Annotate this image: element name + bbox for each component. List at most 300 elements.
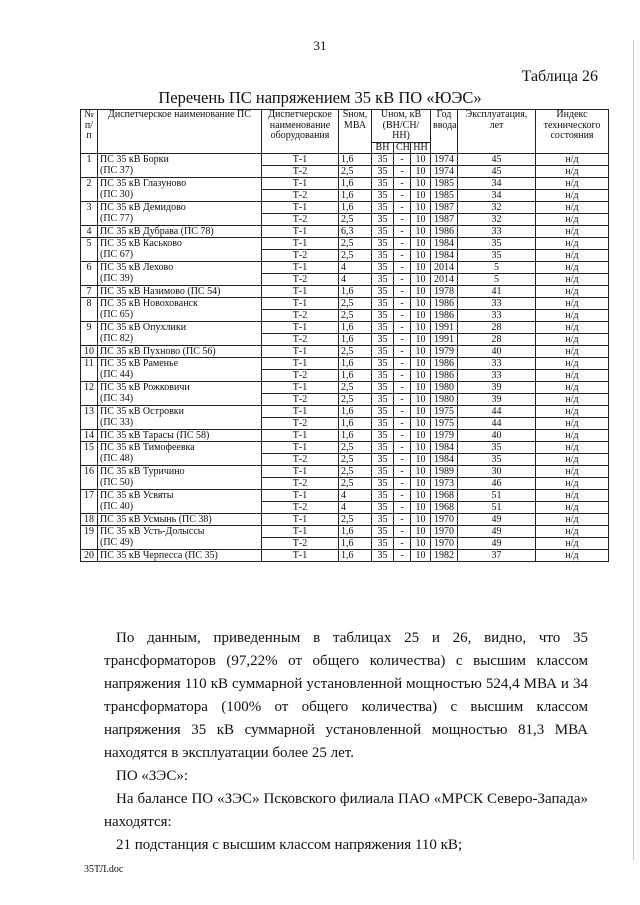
- cell-exploitation: 35: [458, 238, 536, 250]
- cell-equipment: Т-2: [262, 274, 339, 286]
- table-row: [81, 322, 609, 334]
- cell-snom: 1,6: [339, 154, 372, 166]
- cell-num: 2: [81, 178, 98, 202]
- header-equipment: Диспетчерское наименование оборудования: [262, 110, 339, 154]
- paragraph-balance: На балансе ПО «ЗЭС» Псковского филиала ПАО «МРСК Северо-Запада» находятся:: [104, 791, 588, 830]
- header-vn: ВН: [372, 142, 394, 154]
- table-row: [81, 286, 609, 298]
- cell-exploitation: 40: [458, 346, 536, 358]
- cell-nn: 10: [411, 238, 431, 250]
- cell-year: 1986: [431, 226, 458, 238]
- substation-name-line: (ПС 34): [100, 393, 134, 404]
- cell-year: 2014: [431, 262, 458, 274]
- substation-name-line: ПС 35 кВ Тимофеевка: [100, 442, 195, 453]
- cell-year: 1980: [431, 394, 458, 406]
- cell-snom: 1,6: [339, 550, 372, 562]
- cell-vn: 35: [372, 262, 394, 274]
- cell-index: н/д: [536, 526, 609, 538]
- cell-snom: 2,5: [339, 166, 372, 178]
- cell-vn: 35: [372, 502, 394, 514]
- cell-exploitation: 41: [458, 286, 536, 298]
- cell-snom: 1,6: [339, 190, 372, 202]
- substation-name-line: ПС 35 кВ Усмынь (ПС 38): [100, 514, 212, 525]
- cell-sn: -: [394, 298, 411, 310]
- cell-num: 14: [81, 430, 98, 442]
- cell-index: н/д: [536, 178, 609, 190]
- substation-name-line: ПС 35 кВ Глазуново: [100, 178, 187, 189]
- table-row: [81, 526, 609, 538]
- table-row: [81, 154, 609, 166]
- cell-exploitation: 33: [458, 310, 536, 322]
- table-title: Перечень ПС напряжением 35 кВ ПО «ЮЭС»: [158, 88, 482, 107]
- cell-nn: 10: [411, 382, 431, 394]
- cell-sn: -: [394, 202, 411, 214]
- file-name-footer: 35ТЛ.doc: [84, 864, 124, 875]
- cell-equipment: Т-1: [262, 550, 339, 562]
- cell-exploitation: 35: [458, 454, 536, 466]
- cell-num: 11: [81, 358, 98, 382]
- cell-snom: 1,6: [339, 178, 372, 190]
- cell-sn: -: [394, 406, 411, 418]
- cell-snom: 1,6: [339, 526, 372, 538]
- substation-name-line: ПС 35 кВ Дубрава (ПС 78): [100, 226, 214, 237]
- cell-sn: -: [394, 250, 411, 262]
- cell-vn: 35: [372, 238, 394, 250]
- cell-sn: -: [394, 394, 411, 406]
- table-row: [81, 262, 609, 274]
- cell-num: 5: [81, 238, 98, 262]
- cell-nn: 10: [411, 190, 431, 202]
- cell-vn: 35: [372, 154, 394, 166]
- cell-index: н/д: [536, 502, 609, 514]
- cell-equipment: Т-2: [262, 502, 339, 514]
- cell-substation-name: [98, 238, 262, 262]
- cell-nn: 10: [411, 514, 431, 526]
- table-row: [81, 226, 609, 238]
- cell-vn: 35: [372, 214, 394, 226]
- cell-nn: 10: [411, 226, 431, 238]
- cell-substation-name: [98, 526, 262, 550]
- cell-equipment: Т-1: [262, 322, 339, 334]
- cell-snom: 4: [339, 274, 372, 286]
- cell-exploitation: 32: [458, 214, 536, 226]
- cell-equipment: Т-1: [262, 298, 339, 310]
- cell-index: н/д: [536, 418, 609, 430]
- cell-index: н/д: [536, 154, 609, 166]
- substation-name-line: ПС 35 кВ Островки: [100, 406, 185, 417]
- cell-vn: 35: [372, 526, 394, 538]
- cell-equipment: Т-1: [262, 442, 339, 454]
- cell-snom: 1,6: [339, 406, 372, 418]
- cell-vn: 35: [372, 346, 394, 358]
- cell-substation-name: [98, 490, 262, 514]
- table-row: [81, 490, 609, 502]
- cell-equipment: Т-2: [262, 418, 339, 430]
- header-exploitation: Эксплуатация, лет: [458, 110, 536, 154]
- substation-name-line: ПС 35 кВ Пухново (ПС 56): [100, 346, 216, 357]
- cell-year: 1987: [431, 202, 458, 214]
- cell-vn: 35: [372, 286, 394, 298]
- cell-year: 1984: [431, 442, 458, 454]
- cell-exploitation: 39: [458, 382, 536, 394]
- cell-year: 1986: [431, 370, 458, 382]
- cell-year: 1968: [431, 490, 458, 502]
- cell-exploitation: 33: [458, 226, 536, 238]
- cell-index: н/д: [536, 298, 609, 310]
- cell-sn: -: [394, 334, 411, 346]
- cell-sn: -: [394, 382, 411, 394]
- cell-nn: 10: [411, 478, 431, 490]
- cell-vn: 35: [372, 190, 394, 202]
- header-snom: Sном, МВА: [339, 110, 372, 154]
- cell-index: н/д: [536, 442, 609, 454]
- cell-vn: 35: [372, 514, 394, 526]
- cell-vn: 35: [372, 382, 394, 394]
- cell-nn: 10: [411, 202, 431, 214]
- cell-exploitation: 40: [458, 430, 536, 442]
- table-row: [81, 238, 609, 250]
- cell-exploitation: 51: [458, 502, 536, 514]
- cell-vn: 35: [372, 550, 394, 562]
- cell-num: 16: [81, 466, 98, 490]
- cell-vn: 35: [372, 202, 394, 214]
- substation-name-line: ПС 35 кВ Туричино: [100, 466, 185, 477]
- cell-year: 1973: [431, 478, 458, 490]
- cell-vn: 35: [372, 490, 394, 502]
- table-row: [81, 430, 609, 442]
- cell-nn: 10: [411, 358, 431, 370]
- cell-equipment: Т-1: [262, 226, 339, 238]
- cell-sn: -: [394, 190, 411, 202]
- cell-num: 18: [81, 514, 98, 526]
- cell-vn: 35: [372, 430, 394, 442]
- cell-year: 1987: [431, 214, 458, 226]
- table-row: [81, 442, 609, 454]
- cell-exploitation: 51: [458, 490, 536, 502]
- cell-equipment: Т-1: [262, 466, 339, 478]
- cell-equipment: Т-2: [262, 310, 339, 322]
- cell-snom: 2,5: [339, 466, 372, 478]
- substation-name-line: ПС 35 кВ Лехово: [100, 262, 174, 273]
- cell-nn: 10: [411, 166, 431, 178]
- cell-year: 1978: [431, 286, 458, 298]
- cell-nn: 10: [411, 370, 431, 382]
- cell-substation-name: [98, 298, 262, 322]
- cell-equipment: Т-2: [262, 214, 339, 226]
- cell-substation-name: [98, 466, 262, 490]
- cell-equipment: Т-2: [262, 370, 339, 382]
- cell-vn: 35: [372, 334, 394, 346]
- cell-substation-name: [98, 550, 262, 562]
- header-name: Диспетчерское наименование ПС: [98, 110, 262, 154]
- cell-exploitation: 49: [458, 514, 536, 526]
- cell-num: 8: [81, 298, 98, 322]
- cell-snom: 2,5: [339, 382, 372, 394]
- cell-snom: 2,5: [339, 346, 372, 358]
- cell-vn: 35: [372, 298, 394, 310]
- cell-substation-name: [98, 154, 262, 178]
- header-unom: Uном, кВ (ВН/СН/НН): [372, 110, 431, 143]
- substation-name-line: (ПС 82): [100, 333, 134, 344]
- cell-index: н/д: [536, 190, 609, 202]
- cell-vn: 35: [372, 310, 394, 322]
- cell-exploitation: 39: [458, 394, 536, 406]
- cell-sn: -: [394, 418, 411, 430]
- header-sn: СН: [394, 142, 411, 154]
- cell-year: 2014: [431, 274, 458, 286]
- cell-equipment: Т-1: [262, 382, 339, 394]
- cell-exploitation: 44: [458, 418, 536, 430]
- cell-sn: -: [394, 454, 411, 466]
- cell-snom: 2,5: [339, 310, 372, 322]
- cell-snom: 2,5: [339, 298, 372, 310]
- substation-name-line: (ПС 33): [100, 417, 134, 428]
- paragraph-zes-heading: ПО «ЗЭС»:: [116, 768, 189, 784]
- cell-index: н/д: [536, 286, 609, 298]
- cell-exploitation: 45: [458, 154, 536, 166]
- cell-nn: 10: [411, 406, 431, 418]
- cell-snom: 1,6: [339, 334, 372, 346]
- cell-num: 6: [81, 262, 98, 286]
- cell-substation-name: [98, 226, 262, 238]
- cell-nn: 10: [411, 490, 431, 502]
- cell-snom: 1,6: [339, 430, 372, 442]
- cell-nn: 10: [411, 418, 431, 430]
- cell-sn: -: [394, 502, 411, 514]
- table-row: [81, 178, 609, 190]
- substation-name-line: ПС 35 кВ Тарасы (ПС 58): [100, 430, 210, 441]
- header-index: Индекс технического состояния: [536, 110, 609, 154]
- cell-exploitation: 49: [458, 526, 536, 538]
- substation-name-line: ПС 35 кВ Борки: [100, 154, 169, 165]
- cell-snom: 4: [339, 262, 372, 274]
- cell-sn: -: [394, 178, 411, 190]
- cell-index: н/д: [536, 430, 609, 442]
- cell-index: н/д: [536, 382, 609, 394]
- cell-year: 1991: [431, 322, 458, 334]
- cell-nn: 10: [411, 274, 431, 286]
- cell-year: 1975: [431, 418, 458, 430]
- cell-substation-name: [98, 178, 262, 202]
- cell-index: н/д: [536, 202, 609, 214]
- table-label: Таблица 26: [521, 68, 598, 85]
- substation-name-line: (ПС 67): [100, 249, 134, 260]
- substation-name-line: (ПС 50): [100, 477, 134, 488]
- cell-snom: 1,6: [339, 358, 372, 370]
- cell-equipment: Т-1: [262, 262, 339, 274]
- cell-substation-name: [98, 442, 262, 466]
- substation-name-line: ПС 35 кВ Раменье: [100, 358, 179, 369]
- cell-snom: 1,6: [339, 202, 372, 214]
- cell-year: 1975: [431, 406, 458, 418]
- cell-exploitation: 37: [458, 550, 536, 562]
- cell-equipment: Т-1: [262, 514, 339, 526]
- cell-year: 1970: [431, 526, 458, 538]
- cell-exploitation: 34: [458, 178, 536, 190]
- cell-nn: 10: [411, 298, 431, 310]
- cell-index: н/д: [536, 310, 609, 322]
- cell-year: 1979: [431, 346, 458, 358]
- cell-year: 1982: [431, 550, 458, 562]
- cell-sn: -: [394, 238, 411, 250]
- cell-year: 1985: [431, 190, 458, 202]
- table-body: [81, 154, 609, 562]
- substation-name-line: ПС 35 кВ Демидово: [100, 202, 186, 213]
- cell-snom: 2,5: [339, 238, 372, 250]
- cell-year: 1991: [431, 334, 458, 346]
- cell-year: 1970: [431, 514, 458, 526]
- substation-name-line: (ПС 39): [100, 273, 134, 284]
- substation-table: [80, 109, 609, 562]
- cell-year: 1980: [431, 382, 458, 394]
- cell-equipment: Т-2: [262, 334, 339, 346]
- cell-equipment: Т-1: [262, 238, 339, 250]
- cell-index: н/д: [536, 226, 609, 238]
- cell-sn: -: [394, 550, 411, 562]
- table-row: [81, 358, 609, 370]
- cell-index: н/д: [536, 322, 609, 334]
- cell-nn: 10: [411, 442, 431, 454]
- cell-index: н/д: [536, 346, 609, 358]
- header-num: № п/п: [81, 110, 98, 154]
- cell-nn: 10: [411, 550, 431, 562]
- cell-exploitation: 44: [458, 406, 536, 418]
- cell-nn: 10: [411, 526, 431, 538]
- substation-name-line: (ПС 49): [100, 537, 134, 548]
- table-row: [81, 298, 609, 310]
- cell-vn: 35: [372, 406, 394, 418]
- cell-sn: -: [394, 310, 411, 322]
- cell-index: н/д: [536, 538, 609, 550]
- substation-name-line: (ПС 77): [100, 213, 134, 224]
- cell-sn: -: [394, 514, 411, 526]
- cell-year: 1984: [431, 238, 458, 250]
- cell-nn: 10: [411, 310, 431, 322]
- cell-nn: 10: [411, 154, 431, 166]
- cell-sn: -: [394, 538, 411, 550]
- paragraph-substations: 21 подстанция с высшим классом напряжения 110 кВ;: [116, 837, 463, 853]
- cell-snom: 2,5: [339, 454, 372, 466]
- cell-exploitation: 30: [458, 466, 536, 478]
- cell-vn: 35: [372, 370, 394, 382]
- cell-year: 1979: [431, 430, 458, 442]
- cell-num: 17: [81, 490, 98, 514]
- cell-nn: 10: [411, 214, 431, 226]
- cell-sn: -: [394, 226, 411, 238]
- cell-vn: 35: [372, 178, 394, 190]
- cell-substation-name: [98, 382, 262, 406]
- page-number: 31: [313, 38, 327, 53]
- cell-sn: -: [394, 166, 411, 178]
- cell-num: 15: [81, 442, 98, 466]
- cell-snom: 1,6: [339, 286, 372, 298]
- substation-name-line: ПС 35 кВ Усть-Долыссы: [100, 526, 205, 537]
- cell-nn: 10: [411, 502, 431, 514]
- header-nn: НН: [411, 142, 431, 154]
- substation-name-line: ПС 35 кВ Каськово: [100, 238, 182, 249]
- cell-year: 1984: [431, 454, 458, 466]
- cell-snom: 2,5: [339, 514, 372, 526]
- cell-sn: -: [394, 286, 411, 298]
- cell-substation-name: [98, 406, 262, 430]
- table-row: [81, 346, 609, 358]
- cell-year: 1974: [431, 154, 458, 166]
- paragraph-summary: По данным, приведенным в таблицах 25 и 26, видно, что 35 трансформаторов (97,22% от общего количества) с высшим классом напряжения 110 кВ суммарной установленной мощностью 524,4 МВА и 34 трансформатора (100% от общего количества) с высшим классом напряжения 35 кВ суммарной установленной мощностью 81,3 МВА находятся в эксплуатации более 25 лет.: [104, 630, 588, 761]
- cell-exploitation: 45: [458, 166, 536, 178]
- cell-exploitation: 34: [458, 190, 536, 202]
- cell-exploitation: 35: [458, 250, 536, 262]
- cell-vn: 35: [372, 250, 394, 262]
- table-row: [81, 514, 609, 526]
- cell-snom: 4: [339, 502, 372, 514]
- substation-name-line: ПС 35 кВ Новохованск: [100, 298, 198, 309]
- table-row: [81, 382, 609, 394]
- substation-name-line: ПС 35 кВ Назимово (ПС 54): [100, 286, 221, 297]
- substation-name-line: (ПС 40): [100, 501, 134, 512]
- cell-equipment: Т-1: [262, 526, 339, 538]
- cell-index: н/д: [536, 454, 609, 466]
- cell-equipment: Т-1: [262, 346, 339, 358]
- cell-year: 1968: [431, 502, 458, 514]
- cell-substation-name: [98, 286, 262, 298]
- cell-year: 1970: [431, 538, 458, 550]
- cell-year: 1986: [431, 298, 458, 310]
- cell-snom: 1,6: [339, 370, 372, 382]
- cell-equipment: Т-1: [262, 202, 339, 214]
- cell-sn: -: [394, 370, 411, 382]
- cell-num: 4: [81, 226, 98, 238]
- cell-index: н/д: [536, 478, 609, 490]
- cell-exploitation: 28: [458, 322, 536, 334]
- cell-nn: 10: [411, 250, 431, 262]
- cell-snom: 1,6: [339, 418, 372, 430]
- cell-index: н/д: [536, 406, 609, 418]
- cell-index: н/д: [536, 490, 609, 502]
- cell-vn: 35: [372, 466, 394, 478]
- substation-name-line: (ПС 48): [100, 453, 134, 464]
- cell-sn: -: [394, 466, 411, 478]
- cell-snom: 1,6: [339, 322, 372, 334]
- cell-snom: 6,3: [339, 226, 372, 238]
- cell-year: 1986: [431, 358, 458, 370]
- cell-exploitation: 32: [458, 202, 536, 214]
- cell-num: 12: [81, 382, 98, 406]
- cell-nn: 10: [411, 346, 431, 358]
- substation-name-line: ПС 35 кВ Черпесса (ПС 35): [100, 550, 218, 561]
- cell-index: н/д: [536, 466, 609, 478]
- table-row: [81, 550, 609, 562]
- cell-snom: 2,5: [339, 478, 372, 490]
- cell-vn: 35: [372, 226, 394, 238]
- cell-exploitation: 49: [458, 538, 536, 550]
- cell-snom: 2,5: [339, 214, 372, 226]
- cell-index: н/д: [536, 514, 609, 526]
- cell-snom: 2,5: [339, 250, 372, 262]
- cell-index: н/д: [536, 238, 609, 250]
- cell-index: н/д: [536, 262, 609, 274]
- cell-year: 1974: [431, 166, 458, 178]
- cell-exploitation: 33: [458, 370, 536, 382]
- cell-nn: 10: [411, 538, 431, 550]
- cell-vn: 35: [372, 478, 394, 490]
- cell-nn: 10: [411, 466, 431, 478]
- cell-substation-name: [98, 262, 262, 286]
- cell-substation-name: [98, 514, 262, 526]
- substation-name-line: ПС 35 кВ Опухлики: [100, 322, 187, 333]
- cell-sn: -: [394, 430, 411, 442]
- cell-equipment: Т-1: [262, 358, 339, 370]
- cell-exploitation: 33: [458, 358, 536, 370]
